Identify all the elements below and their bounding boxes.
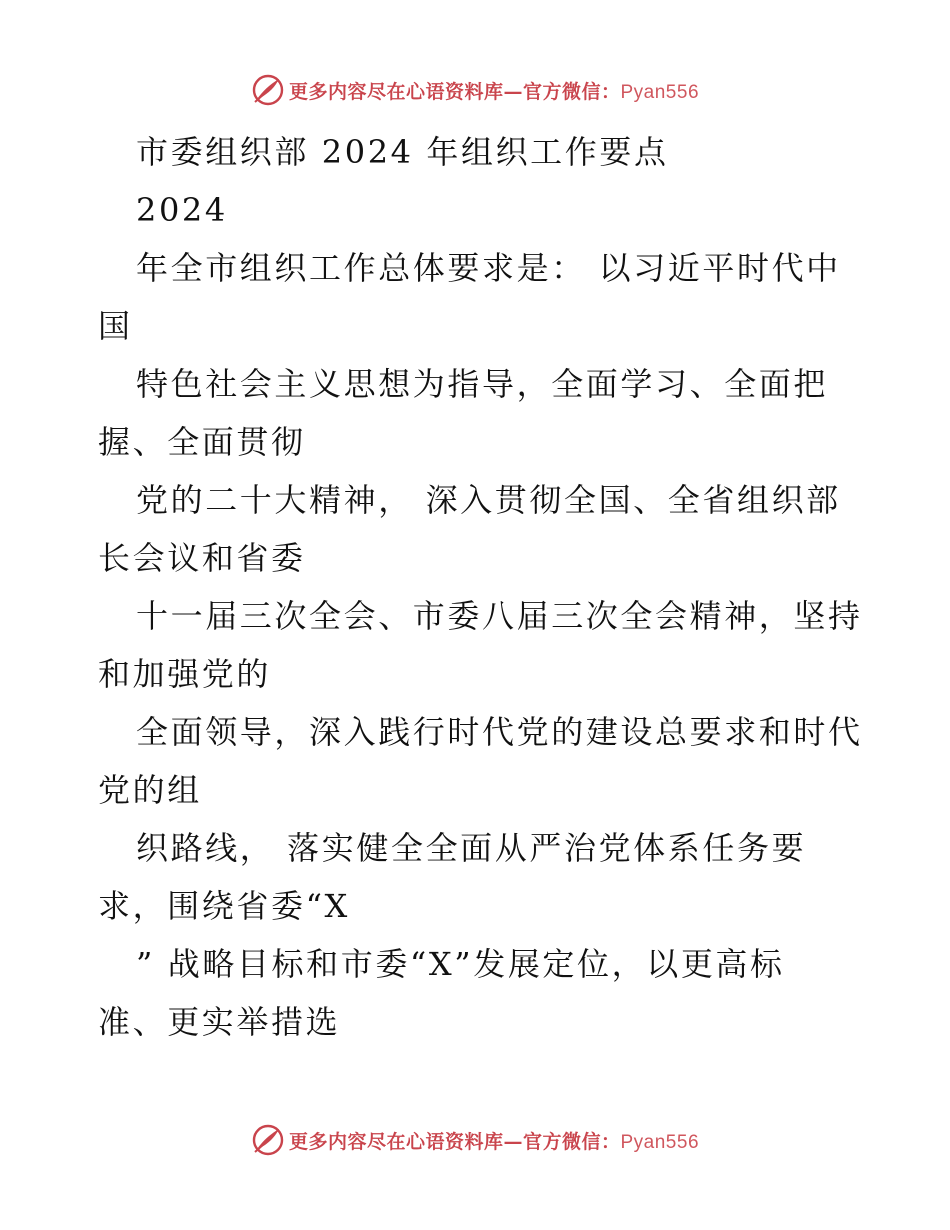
text-line: 长会议和省委	[98, 539, 306, 577]
feather-quill-logo-icon	[251, 73, 285, 107]
text-line: 十一届三次全会、市委八届三次全会精神，坚持	[136, 597, 863, 635]
text-line: ” 战略目标和市委“X”发展定位，以更高标	[136, 945, 785, 983]
text-line: 握、全面贯彻	[98, 423, 306, 461]
document-body	[98, 123, 868, 1051]
watermark-text: 更多内容尽在心语资料库—官方微信：Pyan556	[288, 1130, 700, 1153]
text-line: 全面领导，深入践行时代党的建设总要求和时代	[136, 713, 863, 751]
header-watermark	[0, 70, 950, 110]
text-line: 2024	[136, 191, 228, 229]
footer-watermark	[0, 1120, 950, 1160]
text-line: 年全市组织工作总体要求是： 以习近平时代中	[136, 249, 841, 287]
text-line: 特色社会主义思想为指导，全面学习、全面把	[136, 365, 829, 403]
text-line: 国	[98, 307, 133, 345]
watermark-text: 更多内容尽在心语资料库—官方微信：Pyan556	[288, 80, 700, 103]
text-line: 准、更实举措选	[98, 1003, 341, 1041]
document-title: 市委组织部 2024 年组织工作要点	[136, 133, 669, 171]
text-line: 党的组	[98, 771, 202, 809]
text-line: 党的二十大精神， 深入贯彻全国、全省组织部	[136, 481, 841, 519]
text-line: 求，围绕省委“X	[98, 887, 350, 925]
text-line: 织路线， 落实健全全面从严治党体系任务要	[136, 829, 807, 867]
text-line: 和加强党的	[98, 655, 272, 693]
feather-quill-logo-icon	[251, 1123, 285, 1157]
